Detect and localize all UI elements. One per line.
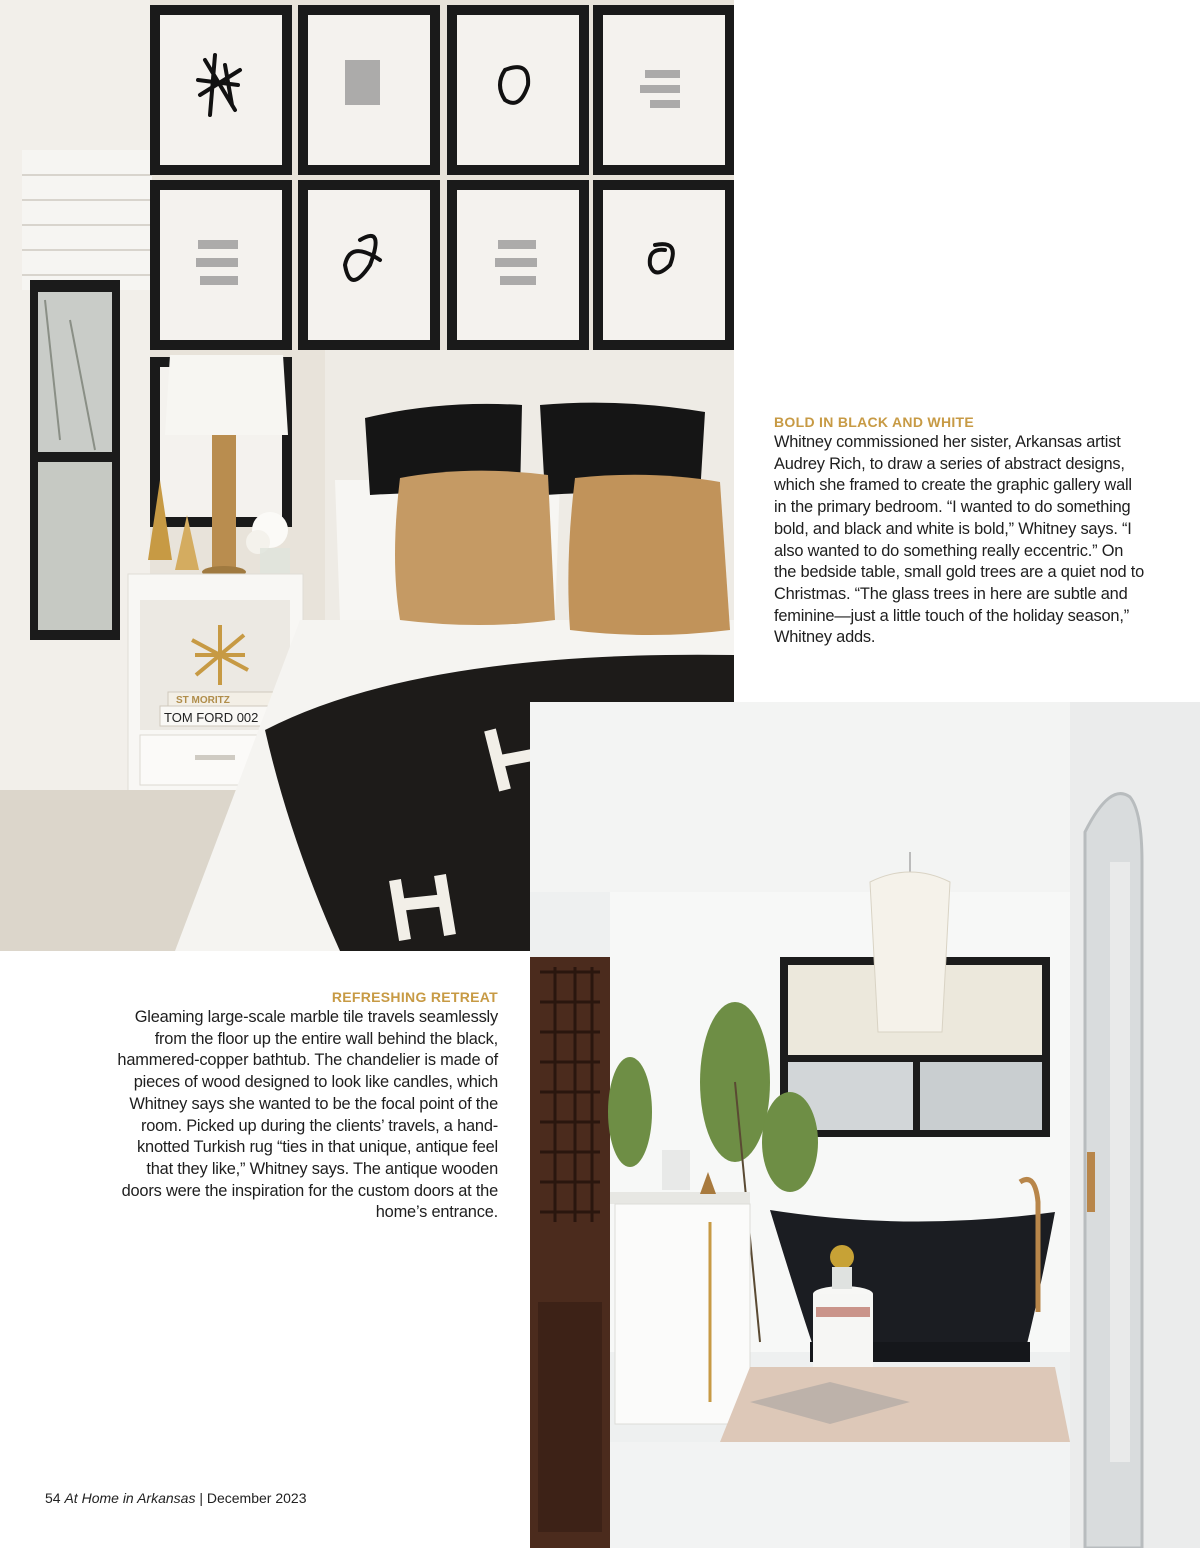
caption-body: Gleaming large-scale marble tile travels seamlessly from the floor up the entire wall behind the black, hammered-copper bathtub. The chandelier is made of pieces of wood designed to look like candles, which Whitney says she wanted to be the focal point of the room. Picked up during the clients’ travels, a hand-knotted Turkish rug “ties in that unique, antique feel that they like,” Whitney says. The antique wooden doors were the inspiration for the custom doors at the home’s entrance. <box>117 1008 498 1222</box>
caption-body: Whitney commissioned her sister, Arkansas artist Audrey Rich, to draw a series of abstract designs, which she framed to create the graphic gallery wall in the primary bedroom. “I wanted to do something bold, and black and white is bold,” Whitney says. “I also wanted to do something really eccentric.” On the bedside table, small gold trees are a quiet nod to Christmas. “The glass trees in here are subtle and feminine—just a little touch of the holiday season,” Whitney adds. <box>774 433 1145 647</box>
caption-bold-in-black-and-white <box>774 412 1146 649</box>
caption-heading: BOLD IN BLACK AND WHITE <box>774 414 975 430</box>
caption-heading: REFRESHING RETREAT <box>331 989 498 1005</box>
issue-date: December 2023 <box>206 1490 307 1506</box>
page-number: 54 <box>45 1490 61 1506</box>
bathroom-photo <box>530 702 1200 1548</box>
book-spine-top: ST MORITZ <box>176 695 230 706</box>
caption-refreshing-retreat <box>112 987 498 1224</box>
magazine-title: At Home in Arkansas <box>64 1490 196 1506</box>
book-spine-bottom: TOM FORD 002 <box>164 710 259 725</box>
page-folio <box>45 1490 307 1506</box>
folio-separator: | <box>199 1490 203 1506</box>
